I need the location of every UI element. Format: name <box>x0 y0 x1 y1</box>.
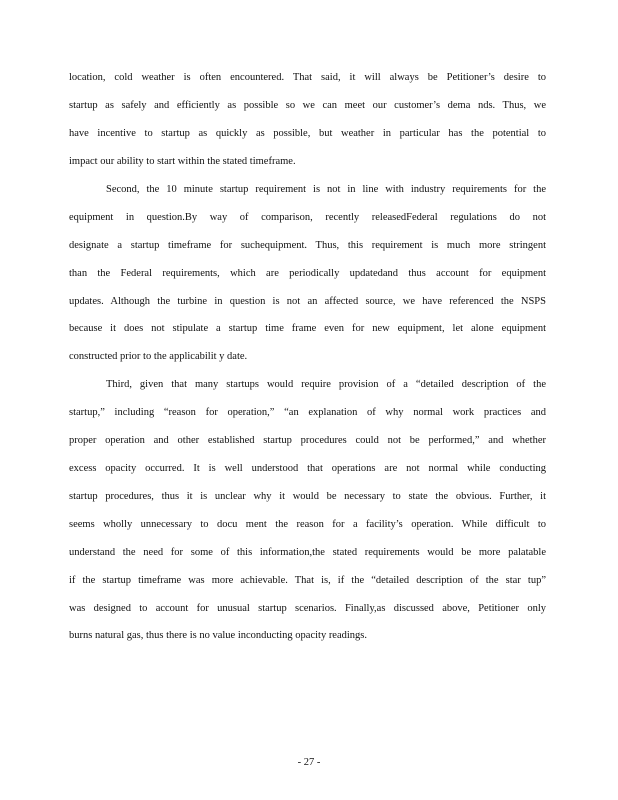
text-line: Third, given that many startups would require provision of a “detailed description of the <box>106 379 546 390</box>
text-line: burns natural gas, thus there is no value inconducting opacity readings. <box>69 630 368 641</box>
text-line: than the Federal requirements, which are periodically updatedand thus account for equipment <box>69 268 546 279</box>
text-line: equipment in question.By way of comparison, recently releasedFederal regulations do not <box>69 212 546 223</box>
text-line: seems wholly unnecessary to docu ment the reason for a facility’s operation. While difficult to <box>69 519 546 530</box>
text-line: because it does not stipulate a startup time frame even for new equipment, let alone equipment <box>69 323 546 334</box>
text-line: startup as safely and efficiently as possible so we can meet our customer’s dema nds. Thus, we <box>69 100 546 111</box>
text-line: if the startup timeframe was more achievable. That is, if the “detailed description of the star tup” <box>69 575 546 586</box>
text-line: location, cold weather is often encountered. That said, it will always be Petitioner’s desire to <box>69 72 546 83</box>
text-line: updates. Although the turbine in question is not an affected source, we have referenced the NSPS <box>69 296 546 307</box>
text-line: startup,” including “reason for operation,” “an explanation of why normal work practices and <box>69 407 546 418</box>
page-number: - 27 - <box>297 757 321 768</box>
text-line: designate a startup timeframe for suchequipment. Thus, this requirement is much more stringent <box>69 240 546 251</box>
text-line: impact our ability to start within the stated timeframe. <box>69 156 296 167</box>
text-line: understand the need for some of this information,the stated requirements would be more palatable <box>69 547 546 558</box>
text-line: Second, the 10 minute startup requirement is not in line with industry requirements for the <box>106 184 546 195</box>
text-line: excess opacity occurred. It is well understood that operations are not normal while conducting <box>69 463 546 474</box>
text-line: was designed to account for unusual startup scenarios. Finally,as discussed above, Petitioner only <box>69 603 546 614</box>
text-line: constructed prior to the applicabilit y date. <box>69 351 248 362</box>
text-line: startup procedures, thus it is unclear why it would be necessary to state the obvious. Further, it <box>69 491 546 502</box>
text-line: proper operation and other established startup procedures could not be performed,” and whether <box>69 435 546 446</box>
text-line: have incentive to startup as quickly as possible, but weather in particular has the potential to <box>69 128 546 139</box>
